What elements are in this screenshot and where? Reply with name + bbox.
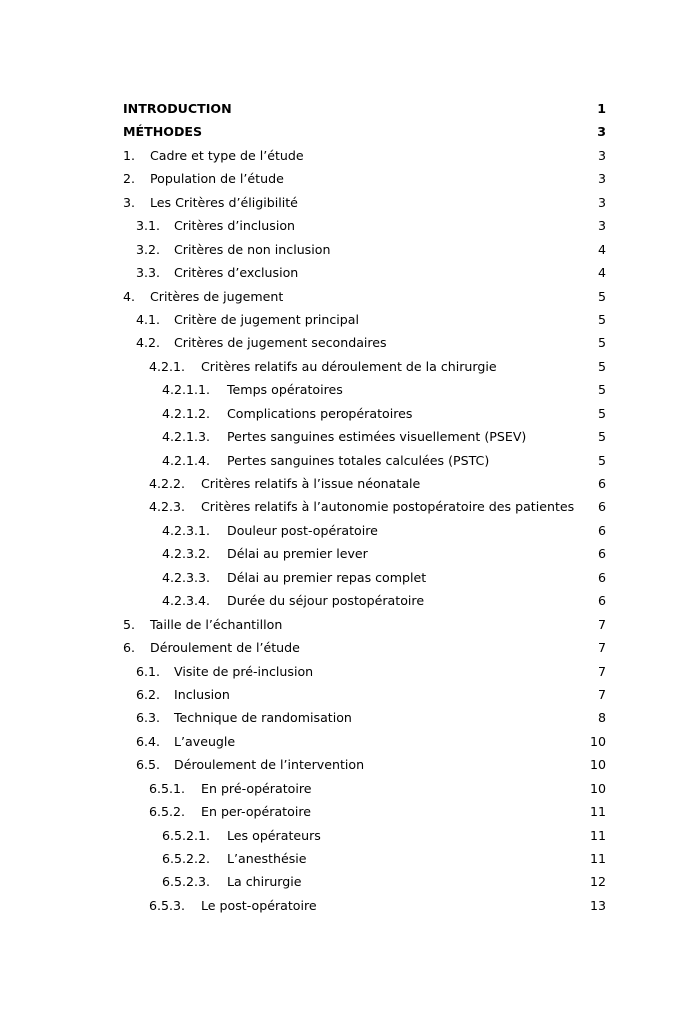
table-of-contents: [123, 99, 606, 919]
toc-entry-title: Le post-opératoire: [201, 897, 317, 913]
toc-entry-page-number: 5: [597, 429, 606, 445]
toc-entry-page-number: 4: [597, 265, 606, 281]
toc-entry[interactable]: [123, 662, 606, 685]
toc-entry-number: 4.1.: [136, 311, 161, 327]
toc-entry-page-number: 13: [589, 897, 606, 913]
toc-entry-page-number: 3: [597, 171, 606, 187]
toc-entry-title: Critères de non inclusion: [174, 241, 331, 257]
toc-entry-title: Visite de pré-inclusion: [174, 663, 314, 679]
toc-entry[interactable]: [123, 287, 606, 310]
toc-entry[interactable]: [123, 638, 606, 661]
toc-entry[interactable]: [123, 591, 606, 614]
toc-entry-page-number: 6: [597, 499, 606, 515]
toc-entry-number: 4.2.1.4.: [162, 452, 211, 468]
toc-entry-number: 6.5.1.: [149, 780, 186, 796]
toc-entry-number: 6.5.2.3.: [162, 874, 211, 890]
toc-entry-title: Population de l’étude: [150, 171, 284, 187]
toc-entry[interactable]: [123, 380, 606, 403]
toc-entry[interactable]: [123, 404, 606, 427]
toc-entry[interactable]: [123, 732, 606, 755]
toc-entry[interactable]: [123, 896, 606, 919]
toc-entry-page-number: 7: [597, 663, 606, 679]
toc-entry-number: 6.5.2.1.: [162, 827, 211, 843]
toc-entry-page-number: 10: [589, 733, 606, 749]
toc-entry-title: Déroulement de l’étude: [150, 640, 300, 656]
toc-entry-page-number: 6: [597, 522, 606, 538]
toc-entry-number: 2.: [123, 171, 136, 187]
toc-entry[interactable]: [123, 779, 606, 802]
toc-entry-number: 6.: [123, 640, 136, 656]
toc-entry-page-number: 4: [597, 241, 606, 257]
toc-entry-title: Complications peropératoires: [227, 405, 413, 421]
toc-entry-page-number: 5: [597, 311, 606, 327]
toc-entry-number: 6.2.: [136, 686, 161, 702]
toc-entry[interactable]: [123, 146, 606, 169]
toc-entry[interactable]: [123, 216, 606, 239]
toc-entry-number: 4.2.3.: [149, 499, 186, 515]
toc-entry[interactable]: [123, 544, 606, 567]
toc-entry-page-number: 3: [597, 124, 606, 140]
toc-entry[interactable]: [123, 685, 606, 708]
toc-entry-title: Critères de jugement: [150, 288, 284, 304]
toc-entry-title: Cadre et type de l’étude: [150, 147, 304, 163]
toc-entry-number: 4.2.1.2.: [162, 405, 211, 421]
toc-entry-title: Critères relatifs à l’autonomie postopératoire des patientes: [201, 499, 575, 515]
toc-entry-title: Délai au premier lever: [227, 546, 368, 562]
toc-entry-number: 4.2.3.1.: [162, 522, 211, 538]
toc-entry-page-number: 5: [597, 335, 606, 351]
toc-entry-page-number: 3: [597, 218, 606, 234]
toc-entry[interactable]: [123, 193, 606, 216]
toc-entry-number: 3.2.: [136, 241, 161, 257]
toc-entry-number: 3.: [123, 194, 136, 210]
toc-entry[interactable]: [123, 169, 606, 192]
toc-entry-page-number: 3: [597, 194, 606, 210]
toc-entry[interactable]: [123, 99, 606, 122]
toc-entry-page-number: 5: [597, 288, 606, 304]
toc-entry[interactable]: [123, 872, 606, 895]
toc-entry-title: Critères de jugement secondaires: [174, 335, 387, 351]
toc-entry-title: Les opérateurs: [227, 827, 321, 843]
toc-entry-title: Critères d’inclusion: [174, 218, 295, 234]
toc-entry-page-number: 10: [589, 757, 606, 773]
toc-entry-title: Inclusion: [174, 686, 230, 702]
toc-entry[interactable]: [123, 240, 606, 263]
toc-entry[interactable]: [123, 849, 606, 872]
toc-entry-page-number: 6: [597, 593, 606, 609]
toc-entry-title: Les Critères d’éligibilité: [150, 194, 298, 210]
toc-entry-title: Critères relatifs au déroulement de la chirurgie: [201, 358, 497, 374]
toc-entry-page-number: 6: [597, 569, 606, 585]
toc-entry-title: En per-opératoire: [201, 804, 311, 820]
toc-entry-title: Pertes sanguines totales calculées (PSTC): [227, 452, 490, 468]
toc-entry-page-number: 5: [597, 358, 606, 374]
toc-entry-title: Douleur post-opératoire: [227, 522, 378, 538]
toc-entry[interactable]: [123, 122, 606, 145]
toc-entry-number: 4.: [123, 288, 136, 304]
toc-entry-number: 6.3.: [136, 710, 161, 726]
toc-entry-title: INTRODUCTION: [123, 101, 232, 116]
toc-entry-number: 4.2.3.2.: [162, 546, 211, 562]
toc-entry[interactable]: [123, 263, 606, 286]
toc-entry[interactable]: [123, 427, 606, 450]
toc-entry-number: 6.4.: [136, 733, 161, 749]
toc-entry[interactable]: [123, 802, 606, 825]
toc-entry-number: 6.5.2.2.: [162, 851, 211, 866]
toc-entry-page-number: 5: [597, 382, 606, 398]
toc-entry-title: Critères d’exclusion: [174, 265, 299, 281]
toc-entry-number: 4.2.1.: [149, 358, 186, 374]
toc-entry[interactable]: [123, 497, 606, 520]
toc-entry[interactable]: [123, 310, 606, 333]
toc-entry-title: L’aveugle: [174, 733, 236, 749]
toc-entry[interactable]: [123, 521, 606, 544]
toc-entry-title: Technique de randomisation: [174, 710, 352, 726]
toc-entry-title: Critère de jugement principal: [174, 311, 360, 327]
toc-entry-title: En pré-opératoire: [201, 780, 312, 796]
toc-entry-page-number: 10: [589, 780, 606, 796]
toc-entry-page-number: 11: [589, 804, 606, 820]
toc-entry-number: 1.: [123, 147, 136, 163]
toc-entry[interactable]: [123, 568, 606, 591]
toc-entry-page-number: 5: [597, 405, 606, 421]
toc-entry-page-number: 11: [589, 827, 606, 843]
toc-entry-number: 3.1.: [136, 218, 161, 234]
toc-entry[interactable]: [123, 708, 606, 731]
toc-entry-page-number: 8: [597, 710, 606, 726]
toc-entry[interactable]: [123, 333, 606, 356]
toc-entry[interactable]: [123, 826, 606, 849]
toc-entry-page-number: 5: [597, 452, 606, 468]
toc-entry-number: 4.2.3.3.: [162, 569, 211, 585]
toc-entry-title: MÉTHODES: [123, 124, 203, 140]
toc-entry-title: Temps opératoires: [227, 382, 343, 398]
toc-entry-title: Durée du séjour postopératoire: [227, 593, 425, 609]
toc-entry-number: 3.3.: [136, 265, 161, 281]
toc-entry-title: L’anesthésie: [227, 851, 307, 866]
toc-entry[interactable]: [123, 451, 606, 474]
toc-entry[interactable]: [123, 474, 606, 497]
toc-entry-number: 6.5.2.: [149, 804, 186, 820]
toc-entry-title: Déroulement de l’intervention: [174, 757, 365, 773]
toc-entry-number: 4.2.1.3.: [162, 429, 211, 445]
toc-entry-title: Pertes sanguines estimées visuellement (PSEV): [227, 429, 527, 445]
toc-entry-page-number: 1: [597, 101, 606, 116]
toc-entry[interactable]: [123, 755, 606, 778]
toc-entry-number: 4.2.3.4.: [162, 593, 211, 609]
toc-entry-page-number: 12: [589, 874, 606, 890]
toc-entry-number: 4.2.1.1.: [162, 382, 211, 398]
toc-entry[interactable]: [123, 615, 606, 638]
toc-entry-page-number: 6: [597, 546, 606, 562]
toc-entry-page-number: 7: [597, 616, 606, 632]
toc-entry-title: Critères relatifs à l’issue néonatale: [201, 476, 421, 491]
toc-entry-number: 5.: [123, 616, 136, 632]
toc-entry-number: 4.2.2.: [149, 476, 186, 491]
toc-entry-number: 6.1.: [136, 663, 161, 679]
toc-entry-number: 6.5.3.: [149, 897, 186, 913]
toc-entry-number: 6.5.: [136, 757, 161, 773]
toc-entry-page-number: 7: [597, 686, 606, 702]
toc-entry-title: Délai au premier repas complet: [227, 569, 427, 585]
toc-entry-page-number: 7: [597, 640, 606, 656]
toc-entry-page-number: 11: [589, 851, 606, 866]
toc-entry-page-number: 6: [597, 476, 606, 491]
toc-entry-page-number: 3: [597, 147, 606, 163]
toc-entry-title: Taille de l’échantillon: [150, 616, 283, 632]
toc-entry-number: 4.2.: [136, 335, 161, 351]
toc-entry[interactable]: [123, 357, 606, 380]
toc-entry-title: La chirurgie: [227, 874, 302, 890]
